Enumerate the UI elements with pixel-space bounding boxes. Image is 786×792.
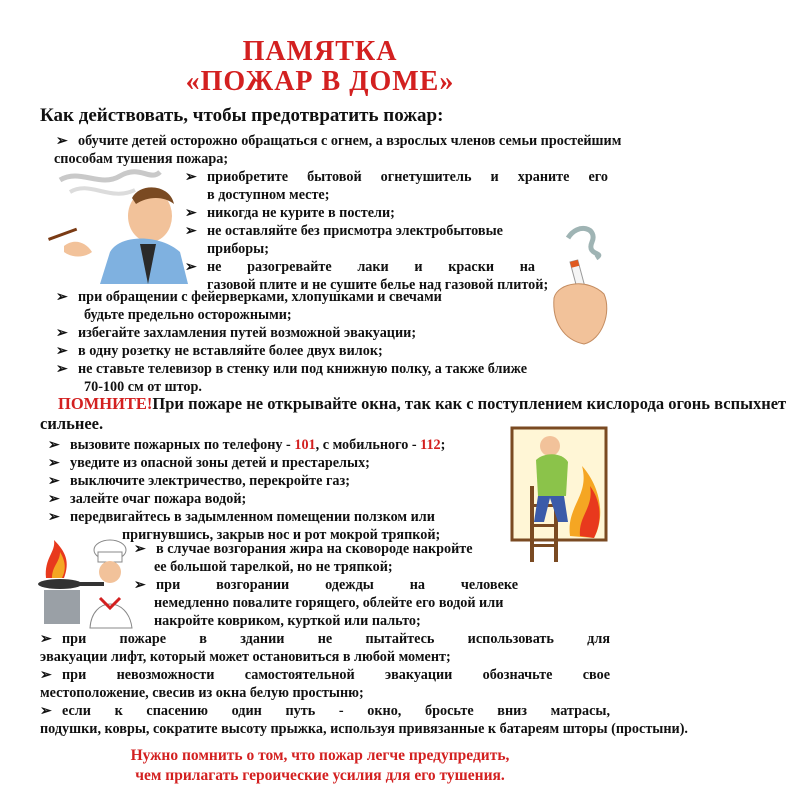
- prevent-item-5: ➢ при обращении с фейерверками, хлопушками и свечами будьте предельно осторожными;: [56, 289, 442, 323]
- call-middle: , с мобильного -: [315, 437, 421, 453]
- arrow-bullet-icon: ➢: [56, 289, 68, 305]
- action-item-1-text: выключите электричество, перекройте газ;: [70, 473, 350, 489]
- arrow-bullet-icon: ➢: [185, 259, 197, 275]
- prevent-item-1: ➢ приобретите бытовой огнетушитель и храните его в доступном месте;: [185, 169, 608, 203]
- action-item-0-text: уведите из опасной зоны детей и престарелых;: [70, 455, 370, 471]
- action-item-7: ➢ при невозможности самостоятельной эвакуации обозначьте свое местоположение, свесив из окна белую простыню;: [40, 667, 610, 701]
- call-suffix: ;: [440, 437, 446, 453]
- action-item-3: ➢ передвигайтесь в задымленном помещении ползком или пригнувшись, закрыв нос и рот мокрой тряпкой;: [48, 509, 441, 543]
- prevent-item-7-text: в одну розетку не вставляйте более двух вилок;: [78, 343, 383, 359]
- footer-line-2: чем прилагать героические усилия для его тушения.: [135, 767, 505, 784]
- action-call: [48, 436, 445, 454]
- remember-text-line-2: сильнее.: [40, 414, 104, 433]
- action-item-2-text: залейте очаг пожара водой;: [70, 491, 247, 507]
- prevent-item-7: [56, 342, 383, 360]
- action-item-4: ➢ в случае возгорания жира на сковороде накройте ее большой тарелкой, но не тряпкой;: [134, 541, 473, 575]
- arrow-bullet-icon: ➢: [56, 133, 68, 149]
- remember-label: ПОМНИТЕ!: [58, 394, 153, 413]
- arrow-bullet-icon: ➢: [40, 631, 52, 647]
- action-item-1: [48, 472, 350, 490]
- chef-illustration: [40, 538, 140, 628]
- prevent-heading: Как действовать, чтобы предотвратить пожар:: [40, 105, 444, 126]
- arrow-bullet-icon: ➢: [134, 577, 146, 593]
- prevent-item-3: ➢ не оставляйте без присмотра электробытовые приборы;: [185, 223, 503, 257]
- prevent-item-6: [56, 324, 416, 342]
- prevent-item-8: ➢ не ставьте телевизор в стенку или под книжную полку, а также ближе 70-100 см от штор.: [56, 361, 528, 395]
- prevent-item-4: ➢ не разогревайте лаки и краски на газовой плите и не сушите белье над газовой плитой;: [185, 259, 549, 293]
- call-prefix: вызовите пожарных по телефону -: [70, 437, 295, 453]
- arrow-bullet-icon: ➢: [185, 169, 197, 185]
- title-line-1: ПАМЯТКА: [242, 36, 398, 67]
- cigarette-hand-illustration: [548, 218, 618, 348]
- arrow-bullet-icon: ➢: [48, 455, 60, 471]
- arrow-bullet-icon: ➢: [48, 473, 60, 489]
- action-item-6: ➢ при пожаре в здании не пытайтесь использовать для эвакуации лифт, который может остановиться в любой момент;: [40, 631, 610, 665]
- arrow-bullet-icon: ➢: [134, 541, 146, 557]
- arrow-bullet-icon: ➢: [48, 491, 60, 507]
- phone-112: 112: [420, 437, 441, 453]
- arrow-bullet-icon: ➢: [48, 509, 60, 525]
- prevent-item-2-text: никогда не курите в постели;: [207, 205, 395, 221]
- rescue-illustration: [510, 426, 608, 562]
- arrow-bullet-icon: ➢: [185, 205, 197, 221]
- phone-101: 101: [294, 437, 316, 453]
- prevent-item-0: ➢ обучите детей осторожно обращаться с огнем, а взрослых членов семьи простейшим способам тушения пожара;: [54, 133, 622, 167]
- arrow-bullet-icon: ➢: [56, 325, 68, 341]
- prevent-item-2: [185, 204, 395, 222]
- action-item-8: ➢ если к спасению один путь - окно, бросьте вниз матрасы, подушки, ковры, сократите высоту прыжка, используя привязанные к батареям шторы (простыни).: [40, 703, 688, 737]
- prevent-item-6-text: избегайте захламления путей возможной эвакуации;: [78, 325, 417, 341]
- title-line-2: «ПОЖАР В ДОМЕ»: [185, 66, 455, 97]
- action-item-2: [48, 490, 246, 508]
- remember-block: ПОМНИТЕ!При пожаре не открывайте окна, так как с поступлением кислорода огонь вспыхнет: [58, 394, 786, 413]
- arrow-bullet-icon: ➢: [48, 437, 60, 453]
- smoking-man-illustration: [40, 168, 190, 284]
- arrow-bullet-icon: ➢: [56, 343, 68, 359]
- arrow-bullet-icon: ➢: [40, 703, 52, 719]
- footer-line-1: Нужно помнить о том, что пожар легче предупредить,: [130, 747, 510, 764]
- arrow-bullet-icon: ➢: [185, 223, 197, 239]
- arrow-bullet-icon: ➢: [56, 361, 68, 377]
- action-item-5: ➢ при возгорании одежды на человеке немедленно повалите горящего, облейте его водой или накройте ковриком, курткой или пальто;: [134, 577, 518, 629]
- action-item-0: [48, 454, 370, 472]
- arrow-bullet-icon: ➢: [40, 667, 52, 683]
